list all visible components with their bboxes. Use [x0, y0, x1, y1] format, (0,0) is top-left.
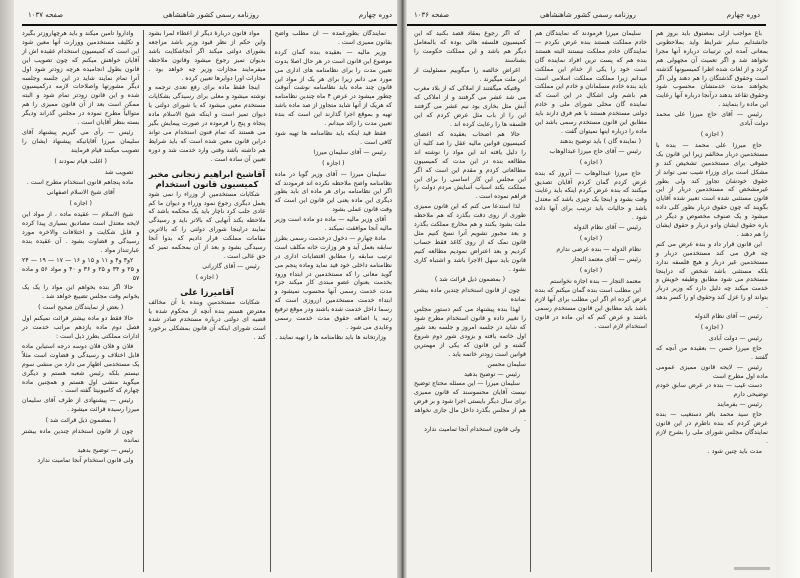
header-rule [22, 24, 398, 26]
paragraph: ماده پنجاهم قانون استخدام مطرح است . [26, 178, 134, 186]
right-page-columns [410, 30, 772, 572]
paragraph: رئیس — توضیح بدهید [464, 370, 520, 378]
paragraph: آقای وزیر مالیه — ماده دو ماده است وزیر مالیه آنجا موافقت نمیکند . [274, 216, 392, 233]
paragraph: فلان و فلان فلان دوسه درجه استیاین ماده قابل اختلاف و رسیدگی و قضاوت است مثلاً یک مستخدمی اظهار می دارد من منشی سوم نیستم بلکه رئیس شعبه هستم و دیگری میگوید منشی اول هستم و همچنین ماده چهارم که کامیونیتا گفته است . [22, 342, 140, 395]
paragraph: تصویب شد [104, 168, 134, 176]
paragraph: این مطلب است بنده گمان میکنم که بنده عرض کرده ام اگر این مطلب برای آنها لازم باشد باید مطابق این قانون مستخدم رسمی باشند و عرض کنم که این ماده در قانون استخدام لازم است . [535, 287, 647, 331]
centered-note: ( بمضمون ذیل قرائت شد ) [434, 276, 506, 284]
paragraph: واداروا تأمین میکند و باید هرچهاروزتر بگیرد و تکلیف مستخدمین وورارت آنها معین شود این است که کمیسیون استخدام عقیده اش از آقایان خواهش میکنم که چون تصویب این قانون بطول انجامیده هرچه زودتر شود اول آنرا تمام نمایند شاید در این جلسه وجلسه دیگر مشورتها واصلاحات لازمه درکمیسیون شده و این قانون زودتر تمام شود و البته ممکن است بعد از آن قانون ممیزی را هم متوالیاً مطرح نموده در مجلس گذراند ودیگر بسته بنظر آقایان است . [22, 30, 140, 127]
paragraph: مادۀ چهارم — دخول درخدمت رسمی بطرز سابقه بعمل آید و هر وزارت خانه مکلف است ترتیب سابقه را مطابق اقتضایات اداری در نظامنامه داخلی خود قید نماید وماده پنجم می گوید معانی را که مستخدمین در ابتداء ورود بخدمت بعنوان عضو مبتدی کار میکند جزء مدت خدمت رسمی آنها محسوب نمیشود و ابتداء خدمت مستخدمین ازروزی است که رسما داخل خدمت شده باشند ودر موقع ترفیع رتبه یا اضافه حقوق مدت خدمت رسمی وعایدی می شود . [274, 234, 392, 331]
period-label: دوره چهارم [358, 11, 392, 19]
paragraph: سلیمان میرزا فرمودند که نمایندگان هم خادم مملکت هستند بنده عرض نکردم — نمایندگان خادم مملکت نیستند البته هستند بنده هم که پست ترین افراد نماینده گان است خود را یکی از خدام این مملکت میدانم زیرا مملکت مملکت اسلامی است باید بنده خادم مسلمانان و خادم این مملکت هم باشم ولی اشکال در این است که نماینده گان محلی شورای ملی و خادم دولتی مستخدم هستند با هم فرق دارند باید مطابق این قانون مستخدم رسمی باشد این ماده را درباره اینها نمیتوان گفت . [535, 30, 647, 135]
centered-note: ( اجازه ) [579, 158, 603, 166]
book-gutter [397, 0, 407, 578]
paragraph: مدت باید چنین شود . [707, 447, 762, 455]
paragraph: حالا هم اصحاب بعقیده که اعضای کمیسیون قوانین مالیه عقل را صد کلیه آن را دلیل یافته اند این مواد را نوشته اند مطالعه بنده در این مدت که کمیسیون مطالعاتی کردم و مقدم این است که اگر این مجلس این کار اساسی را برای این مملکت بکند اسباب آسایش مردم دولت را فراهم نموده است . [414, 130, 526, 201]
section-heading: آقامیرزا علی [180, 286, 234, 297]
gazette-title: روزنامه رسمی کشور شاهنشاهی [540, 11, 636, 19]
paragraph: شکایات مستخدمین از وزراء را نمی شود بعمل دیگری رجوع نمود وزراء و دیوان ما کم عادی جلب کرد ناچار باید یک محکمه باشد که ملاحظه بکند آنهایی که بالاتر باید و رسیدگی نمایند دراینجا شورای دولتی را که بالاترین مقامات مملکت قرار دادیم که بدوا آنجا رسیدگی بشود و بعد از آن بمحکمه تمیز که حق عالی است . [148, 190, 266, 260]
paragraph: چون از قانون استخدام چندین ماده بیشتر نمانده [414, 287, 526, 304]
left-page-header [28, 8, 392, 22]
text-column [271, 30, 396, 572]
paragraph: شیخ الاسلام — عقیده ماده ، از مواد این لایحه معتدل است مصادیق بسیاری پیدا کرده و قابل شکایت و اختلافات والاخره مورد رسیدگی و قضاوت بشود . آن عقیده بنده عبارتنداز مواد . [22, 211, 140, 254]
right-page-header [414, 8, 760, 22]
paragraph: رئیس — دولت آبادی [708, 334, 762, 342]
centered-note: ( اجازه ) [579, 266, 603, 274]
paragraph: رئیس — آقای معتمد التجار [571, 255, 641, 263]
paragraph: رئیس — آقای نظام الدوله [573, 224, 641, 232]
paragraph: مواد قانون دربارۀ دیگر از اعطاء لمرا بشود واین حکم از نظر قیود وزیر باشد مراجعه بشورای دولتی میکند اگر آنجاشکایت باشد بدیوان تمیز رجوع میشود وقانون ملاحظه میفرمایند مجازات وزیر چه خواهد بود . مجازات اورا دوایرها تعیین کرده . [148, 30, 266, 82]
text-column [18, 30, 144, 572]
paragraph: شکایات مستخدمین وبنده با آن مخالف معترض هستم بنده آنچه از محکوم شده یا قضیه ای دولتی درباره مستخدم صادر شده است شورای اینکه آن قانون بمشکلی برخورد کند . [148, 298, 266, 342]
centered-note: ( اجازه ) [700, 130, 724, 138]
paragraph: سلیمان میرزا — آقای وزیر گویا در ماده نظامنامه واضح ملاحظه نکرده اند فرمودند که اگر این نظامنامه برای هر ماده ای باید بطور دیگری این ماده یعنی این قانون این است که وقت قانون عملی بشود [274, 170, 392, 214]
text-column [531, 30, 652, 572]
paragraph: رئیس — پیشنهادی از طرف آقای سلیمان میرزا رسیده قرائت میشود . [22, 397, 140, 414]
signature: سلیمان محسن [487, 360, 526, 368]
paragraph: حاج میرزا عبدالوهاب — آنروز که بنده عرض کردم گمان کردم آقایان تصدیق میکنند که بنده عرض کردم اینکه باید رعایت وقت بشود و اینجا یک چیزی باشد که معتدل باشد و حالیات باید ترتیب برای آنها داده شود . [535, 169, 647, 222]
centered-note: ( اغلب قیام نمودند ) [54, 157, 107, 165]
paragraph: دست غیب — بنده در عرض سابق خودم توضیحی دارم [656, 382, 768, 399]
paragraph: این قانون قرار داد و بنده عرض می کنم چه فرق می کند مستخدمین دربار و مستخدمین غیر دربار و هیچ فلسفه ندارد بلکه مستثنی باشد شخص که دراینجا مستخدم می شود مطابق وظیفه خویش و خدمت میکند چه دلیل دارد که وزیر دربار بتواند او را عزل کند وحقوق او را کسر بدهد . [656, 240, 768, 311]
centered-note: ( اجازه ) [579, 234, 603, 242]
text-column [410, 30, 531, 572]
paragraph: لهذا بنده پیشنهاد می کنم دستور مجلس را تغییر داده و قانون استخدام مطرح شود که شاید در جلسه امروز و جلسه بعد شور اول خاتمه یافته و بزودی شور دوم شروع گشته و این قانون که یکی از مهمترین قوانین است زودتر خاتمه یابد . [414, 306, 526, 358]
paragraph: اغراض خالصه را میگوییم مسئولیت از این ملت میگیرند . [414, 66, 526, 83]
paragraph: باغ مواجب ازلی بمصنوق باید بروز هم جانشدایم سایر شرایط واید بملاحظونی بمعانی آمده این ترتیبات درباره آنها مجرا نخواهد شد و اگر تعمیت آن مجهولی هم گردد و از لغات شده اطرا کمیسیونها گذشته است وحقوق گذشتگان را هم دهند ولی اگر بخواهند مدت خدمتشان محسوب شود وحقوق تقاعد بدهند درآنجا درباره آنها رعایت این ماده را بنمایند . [656, 30, 768, 109]
centered-note: آقای شیخ الاسلام اصفهانی [46, 189, 115, 197]
right-page [400, 0, 800, 578]
text-column [652, 30, 772, 572]
paragraph: حاج سید محمد باقر دستغیب — بنده عرض کردم که بنده ناطرم در این قانون نمایندگان مجلس شورای ملی را بشرح لازم . [656, 411, 768, 445]
left-page-columns [18, 30, 396, 572]
paragraph: فقط قید اینکه باید نظامنامه ها تهیه شود کافی است . [274, 129, 392, 146]
paragraph: چون از قانون استخدام چندین ماده بیشتر نمانده [22, 428, 140, 444]
paragraph: سلیمان میرزا — این مسئله محتاج توضیح نیست آقایان محسوسند که قانون ممیزی برای سال دیگر بایستی اجرا شود و بر فرض هم از مجلس بگذرد داخل مال جاری نخواهد . [414, 380, 526, 424]
paragraph: رئیس — توضیح بدهید [77, 446, 134, 454]
paragraph: رئیس — آقای گازرانی [202, 262, 260, 270]
paragraph: معتمد التجار — بنده اجازه نخواستم [550, 277, 641, 285]
paragraph: رئیس — لایحه قانون ممیزی عمومی ماده اول مطرح است [656, 363, 768, 380]
period-label: دوره چهارم [726, 11, 760, 19]
paragraph: اینجا فقط ماده برای رفع تعدی ترجمه و نوشته میشود و معلی برای رسیدگی بشکایات مستخدم معین میشود که یا شورای دولتی یا دیوان تمیز است و اینکه شیخ الاسلام ماده پنجاه و پنج را فرموده در صورت پیمایش بگیر می هستند که تمام فنون استخدام می تواند دراین قانون معین شده است که باید شرایط هم داشته باشد وقتی وارد خدمت شد و دوره تعیین آن ساده است . [148, 84, 266, 163]
centered-note: ( بعض از نمایندگان صحیح است ) [38, 304, 124, 312]
paragraph: رئیس — آقای نظام الدوله [694, 313, 762, 321]
paragraph: رئیس — بفرمایند [717, 401, 762, 409]
centered-note: ( اجازه ) [69, 200, 92, 208]
paragraph: که اگر رجوع بمقاد قصد بکنید که این کمیسیون فلسفه هائی بوده که بالمعامل دیگر هم باشد و این مملکت حکومت را بشناسند [414, 30, 526, 64]
header-rule [406, 24, 766, 26]
paragraph: رئیس — آقای حاج میرزا علی محمد دولت آبادی [656, 111, 768, 128]
paragraph: ( نماینده گان ) باید توضیح بدهند [559, 137, 641, 145]
paragraph: رئیس — رأی می گیریم پیشنهاد آقای سلیمان میرزا آقایانیکه پیشنهاد ایشان را تصویب میکنند قیام فرمایند [22, 128, 140, 154]
centered-note: ( بمضمون ذیل قرائت شد ) [45, 417, 116, 425]
paragraph: نظام الدوله — بنده عرضی ندارم [556, 245, 641, 253]
paragraph: حالا فقط دو ماده بیشتر قرائت نمیکنم اول فصل دوم ماده یازدهم مراتب خدمت در ادارات مملکتی بطرز ذیل است : [22, 315, 140, 340]
text-column [144, 30, 270, 572]
centered-note: ( اجازه ) [322, 159, 345, 167]
centered-note: ( اجازه ) [195, 273, 219, 281]
paragraph: نمایندگان بطورعمده — آن مطلب واضح بقانون ممیزی است . [274, 30, 392, 46]
paragraph: وقتیکه میگفتند از املاکی که از بلاد مغرب می شد عشر می گرفتند و از املاکی که آبش مثل بخاری بود نیم عشر می گرفتند این را از باب مثل عرض کردم که این فلسفه ها را رعایت کرده اند . [414, 85, 526, 129]
paragraph: ولی قانون استخدام آنجا تمامیت ندارد [424, 425, 520, 433]
section-heading: آقاشیخ ابراهیم زنجانی مخبر کمیسیون قانون استخدام [148, 168, 266, 189]
paragraph: وزارتخانه ها باید نظامنامه ها را تهیه نمایند . [275, 333, 386, 341]
paragraph: رئیس — آقای حاج میرزا عبدالوهاب [549, 147, 641, 155]
paragraph: وزیر مالیه — بعقیده بنده گمان کرده موضوع این قانون است در هر حال اصلا بدوت تعیین مدت را برای نظامنامه های اداری می مورد می دانم زیرا برای هر یک از مواد این قانون چند ماده باید نظامنامه نوشت آنوقت چطور میشود در عرض ۴ ماه چندین نظامنامه که هریک از آنها شاید متجاوز از صد ماده باشد تهیه و بموقع اجرا گذارند این است که بنده تعیین مدت را زائد میدانم . [274, 48, 392, 128]
page-number: صفحه ۱۰۳۷ [28, 11, 64, 19]
paragraph: حاج میرزا علی محمد — بنده با مستخدمین دربار مخالفم زیرا این قانون یک حقوقی برای مستخدمین تشخیص کند و مشکل است برای وزراء شیب نمی تواند از حقوق خودشان تجاوز کند ولی بطور غیرمشخص که مستخدمین دربار از این قانون مستثنی شده است تعبیر شده آقایان بگویند که چون حقوق دربار بطور کلی داده میشود و یک صنوف مخصوص و دیگر در باره حقوق ایشان وادو دربار و حقوق ایشان را هم دهند . [656, 141, 768, 238]
gazette-title: روزنامه رسمی کشور شاهنشاهی [163, 11, 259, 19]
scan-mark [734, 567, 770, 570]
paragraph: حالا اگر بنده بخواهم این مواد را یک یک بخوانم وقت مجلس تضییع خواهد شد . [22, 284, 140, 301]
paragraph: ولی قانون استخدام آنجا تمامیت ندارد [37, 456, 134, 464]
centered-note: ( اجازه ) [700, 324, 724, 331]
page-number: صفحه ۱۰۳۶ [414, 11, 450, 19]
paragraph: حاج میرزا حسن — بعقیده من آنچه که گفتند . [656, 344, 768, 361]
paragraph: رئیس — آقای سلیمان میرزا [313, 148, 386, 156]
paragraph: ۲و۳ و۴ و ۱۱ و ۱۵ و ۱۶ — ۱۷ — ۱۹ — ۲۴ و ۲۵ و ۳۴ و ۲۵ و ۳۶ و ۴۰ و مواد ۵۶ و ماده ۵۷ [22, 256, 140, 282]
page-edge [776, 0, 800, 578]
paragraph: لذا استدعا می کنم که این قانون ممیزی طوری از روی دقت بگذرد که هم ملاحظه ملت بشود بکنند و هم مخارج مملکت بگذرد و بعد مجبور نشویم آنرا نسخ کنیم مثل قانون نمک که از روی کاغذ فقط حساب کردیم و بعد اعتراض نمودیم مطالعه کنیم قانون باید سهل الاجرا باشد و اشتباه کاری نشود . [414, 203, 526, 273]
page-edge-shadow [0, 0, 14, 578]
